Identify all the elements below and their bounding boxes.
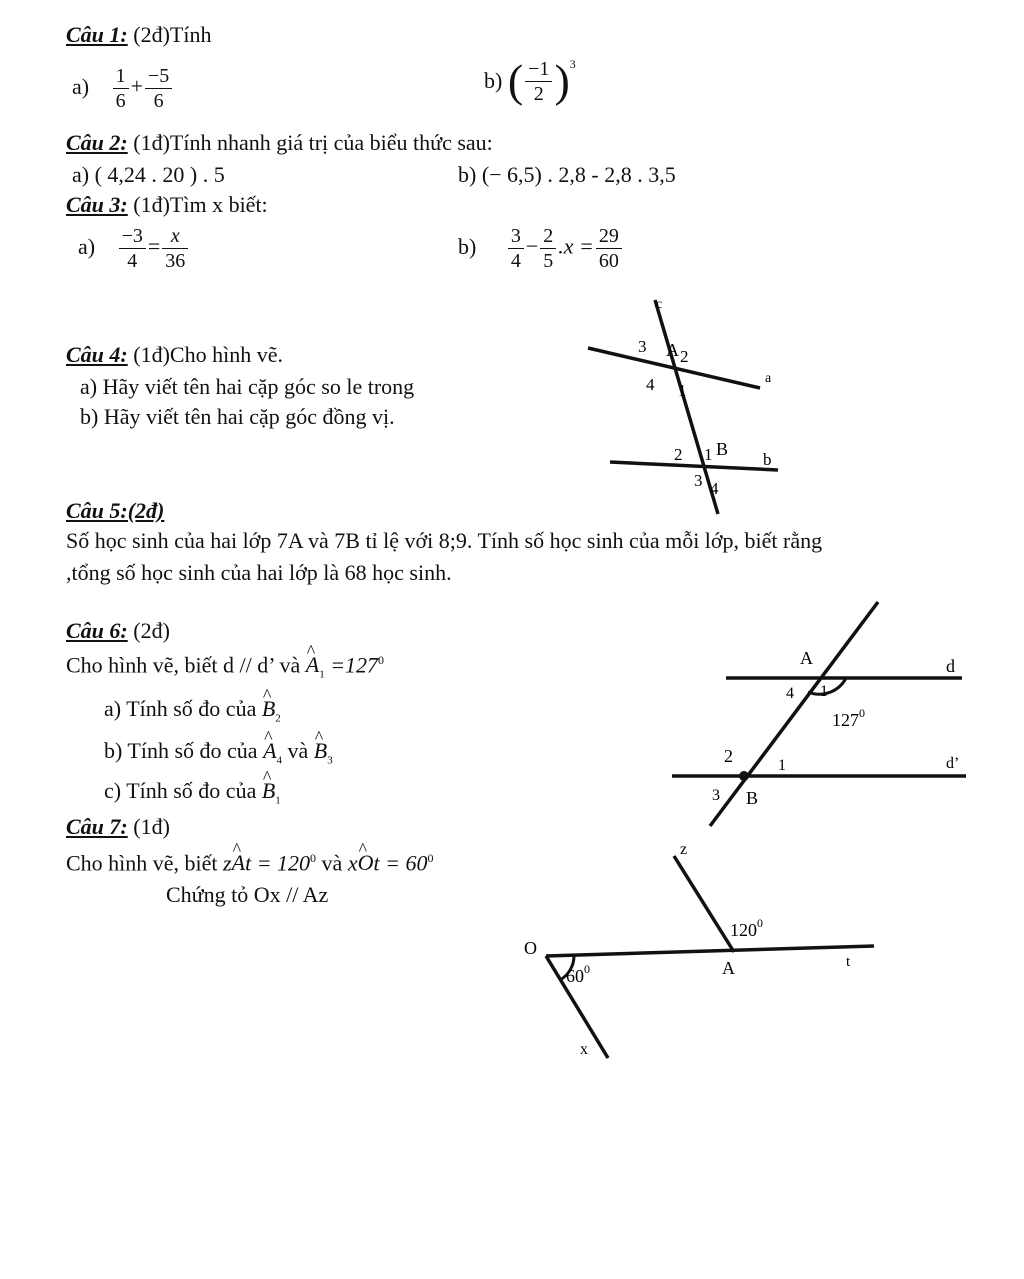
q6-b-and: và	[282, 738, 314, 763]
q6-angle-4: 4	[786, 685, 794, 702]
q4-line-c	[655, 300, 718, 514]
q6-b-angle-A: ^ A	[263, 740, 276, 762]
q6-label-B: B	[746, 788, 759, 808]
q7-angle-120-num: 120	[730, 920, 757, 940]
q4-b: b) Hãy viết tên hai cặp góc đồng vị.	[80, 404, 395, 429]
q3-a	[78, 226, 190, 271]
q6-heading: Câu 6:	[66, 618, 128, 643]
q3-b-label: b)	[458, 233, 477, 259]
q7-given-z: z	[223, 850, 232, 876]
q1-heading: Câu 1:	[66, 22, 128, 47]
q4-figure	[570, 290, 800, 520]
q2-title-line	[66, 132, 493, 154]
q1-a-frac1-den: 6	[115, 90, 126, 112]
q6-label-d: d	[946, 656, 955, 676]
q7-angle-60-num: 60	[566, 966, 584, 986]
q7-given-deg1: 0	[310, 851, 317, 865]
q4-a: a) Hãy viết tên hai cặp góc so le trong	[80, 374, 415, 399]
q6-figure	[660, 592, 980, 832]
q1-title: (2đ)Tính	[127, 22, 212, 47]
q1-a-plus: +	[130, 73, 144, 99]
q4-angle-A2: 2	[680, 347, 689, 366]
q7-angle-60	[566, 962, 590, 986]
q6-c	[104, 780, 281, 806]
q3-a-frac1-den: 4	[127, 250, 138, 272]
q3-title-line	[66, 194, 268, 216]
q7-ray-Az	[674, 856, 734, 952]
q4-label-A: A	[666, 340, 679, 360]
q4-angle-B1: 1	[704, 445, 713, 464]
q3-a-frac2-den: 36	[165, 250, 186, 272]
q6-b-angle-B: ^ B	[314, 740, 327, 762]
q4-label-c: c	[656, 297, 663, 312]
q1-b-frac	[525, 59, 552, 104]
q7-given-and: và	[316, 850, 348, 876]
q6-c-angle-B-sub: 1	[275, 794, 281, 807]
q4-angle-A3: 3	[638, 337, 647, 356]
q6-angle-B1: 1	[778, 757, 786, 774]
q1-a-frac2-num: −5	[145, 66, 172, 89]
q4-title-line	[66, 344, 283, 366]
q6-b	[104, 740, 333, 766]
q1-title-line	[66, 24, 211, 46]
q7-label-t: t	[846, 954, 851, 970]
q5-line2: ,tổng số học sinh của hai lớp là 68 học sinh.	[66, 560, 452, 585]
q1-b-exp: 3	[569, 57, 576, 71]
q7-title-line	[66, 816, 170, 838]
q5-line1: Số học sinh của hai lớp 7A và 7B tỉ lệ với 8;9. Tính số học sinh của mỗi lớp, biết rằng	[66, 528, 823, 553]
q6-a-angle-B: ^ B	[262, 698, 275, 720]
q7-heading: Câu 7:	[66, 814, 128, 839]
q7-line-Ot	[546, 946, 874, 956]
q1-b-frac-num: −1	[525, 59, 552, 82]
q3-title: (1đ)Tìm x biết:	[127, 192, 268, 217]
q3-a-label: a)	[78, 233, 96, 259]
q6-given-deg: 0	[378, 653, 385, 667]
q7-figure	[520, 836, 890, 1066]
q4-angle-B4: 4	[710, 479, 719, 498]
q4-heading: Câu 4:	[66, 342, 128, 367]
q4-title: (1đ)Cho hình vẽ.	[127, 342, 283, 367]
q2-title: (1đ)Tính nhanh giá trị của biểu thức sau:	[127, 130, 493, 155]
q6-angle-value	[832, 706, 865, 730]
q3-b-frac1	[508, 226, 524, 271]
q6-b-text: b) Tính số đo của	[104, 738, 264, 763]
q3-b-frac2	[540, 226, 556, 271]
q4-label-b: b	[763, 450, 772, 469]
q7-given-text: Cho hình vẽ, biết	[66, 850, 224, 876]
q7-angle-120-deg: 0	[757, 916, 763, 930]
q6-given	[66, 654, 384, 681]
q6-label-dprime: d’	[946, 755, 960, 772]
q3-b-frac3-den: 60	[598, 250, 619, 272]
q4-angle-B2: 2	[674, 445, 683, 464]
q1-a-frac2	[145, 66, 172, 111]
q3-b-minus: −	[525, 233, 539, 259]
q1-a-frac1-num: 1	[113, 66, 129, 89]
q7-given-val1: = 120	[251, 850, 311, 876]
q6-angle-B3: 3	[712, 787, 720, 804]
q6-a	[104, 698, 281, 724]
q7-angle-120	[730, 916, 763, 940]
q4-angle-A1: 1	[678, 381, 687, 400]
q7-label-z: z	[680, 841, 688, 858]
q6-angle-value-deg: 0	[859, 706, 865, 720]
q7-given-t2: t	[373, 850, 380, 876]
q5-heading: Câu 5:(2đ)	[66, 498, 165, 523]
q7-given-deg2: 0	[427, 851, 434, 865]
q7-given	[66, 852, 433, 874]
q3-b-x: .x =	[558, 233, 594, 259]
q3-a-frac1	[119, 226, 146, 271]
q3-a-frac1-num: −3	[119, 226, 146, 249]
q4-angle-A4: 4	[646, 375, 655, 394]
q7-given-A: ^ A	[232, 852, 245, 874]
q6-title-line	[66, 620, 170, 642]
q7-label-O: O	[524, 938, 537, 958]
q6-a-angle-B-sub: 2	[275, 712, 281, 725]
q2-a: a) ( 4,24 . 20 ) . 5	[72, 162, 225, 187]
q2-b: b) (− 6,5) . 2,8 - 2,8 . 3,5	[458, 162, 676, 187]
q1-b-label: b)	[484, 68, 503, 93]
q4-line-b	[610, 462, 778, 470]
q6-given-angle-A-sub: 1	[319, 668, 325, 681]
q7-label-A: A	[722, 958, 735, 978]
q3-b	[458, 226, 624, 271]
q7-given-O: ^ O	[358, 852, 374, 874]
q3-b-frac2-den: 5	[543, 250, 554, 272]
q3-b-frac3	[596, 226, 622, 271]
q7-label-x: x	[580, 1041, 588, 1058]
q6-given-text: Cho hình vẽ, biết d // d’ và	[66, 652, 306, 678]
q6-label-A: A	[800, 648, 813, 668]
q3-heading: Câu 3:	[66, 192, 128, 217]
q6-c-text: c) Tính số đo của	[104, 778, 262, 803]
q6-given-value: =127	[324, 652, 379, 678]
q3-b-frac1-den: 4	[510, 250, 521, 272]
q7-given-t: t	[245, 850, 252, 876]
q1-b	[484, 55, 576, 106]
q6-c-angle-B: ^ B	[262, 780, 275, 802]
q4-angle-B3: 3	[694, 471, 703, 490]
q4-label-B: B	[716, 439, 729, 459]
q6-given-angle-A: ^ A	[306, 654, 319, 676]
q6-angle-value-num: 127	[832, 710, 859, 730]
q1-b-frac-den: 2	[533, 82, 544, 105]
q1-b-rparen: )	[554, 55, 570, 106]
q6-title: (2đ)	[127, 618, 170, 643]
q3-b-frac2-num: 2	[540, 226, 556, 249]
q2-heading: Câu 2:	[66, 130, 128, 155]
q3-b-frac3-num: 29	[596, 226, 622, 249]
q6-angle-B2: 2	[724, 746, 733, 766]
q1-a-label: a)	[72, 73, 90, 99]
q3-a-frac2-num: x	[162, 226, 188, 249]
q7-given-val2: = 60	[379, 850, 428, 876]
q1-a-frac2-den: 6	[153, 90, 164, 112]
q7-title: (1đ)	[127, 814, 170, 839]
q3-b-frac1-num: 3	[508, 226, 524, 249]
q7-prove: Chứng tỏ Ox // Az	[166, 882, 329, 907]
q1-a-frac1	[113, 66, 129, 111]
q6-b-angle-B-sub: 3	[327, 754, 333, 767]
q6-point-B	[739, 771, 749, 781]
q7-given-x: x	[347, 850, 358, 876]
q1-b-lparen: (	[507, 55, 524, 106]
q3-a-eq: =	[147, 233, 161, 259]
q6-a-text: a) Tính số đo của	[104, 696, 262, 721]
q4-label-a: a	[765, 371, 772, 386]
q7-angle-60-deg: 0	[584, 962, 590, 976]
q6-angle-1: 1	[820, 683, 828, 700]
q3-a-frac2	[162, 226, 188, 271]
q6-b-angle-A-sub: 4	[276, 754, 283, 767]
q1-a	[72, 66, 174, 111]
